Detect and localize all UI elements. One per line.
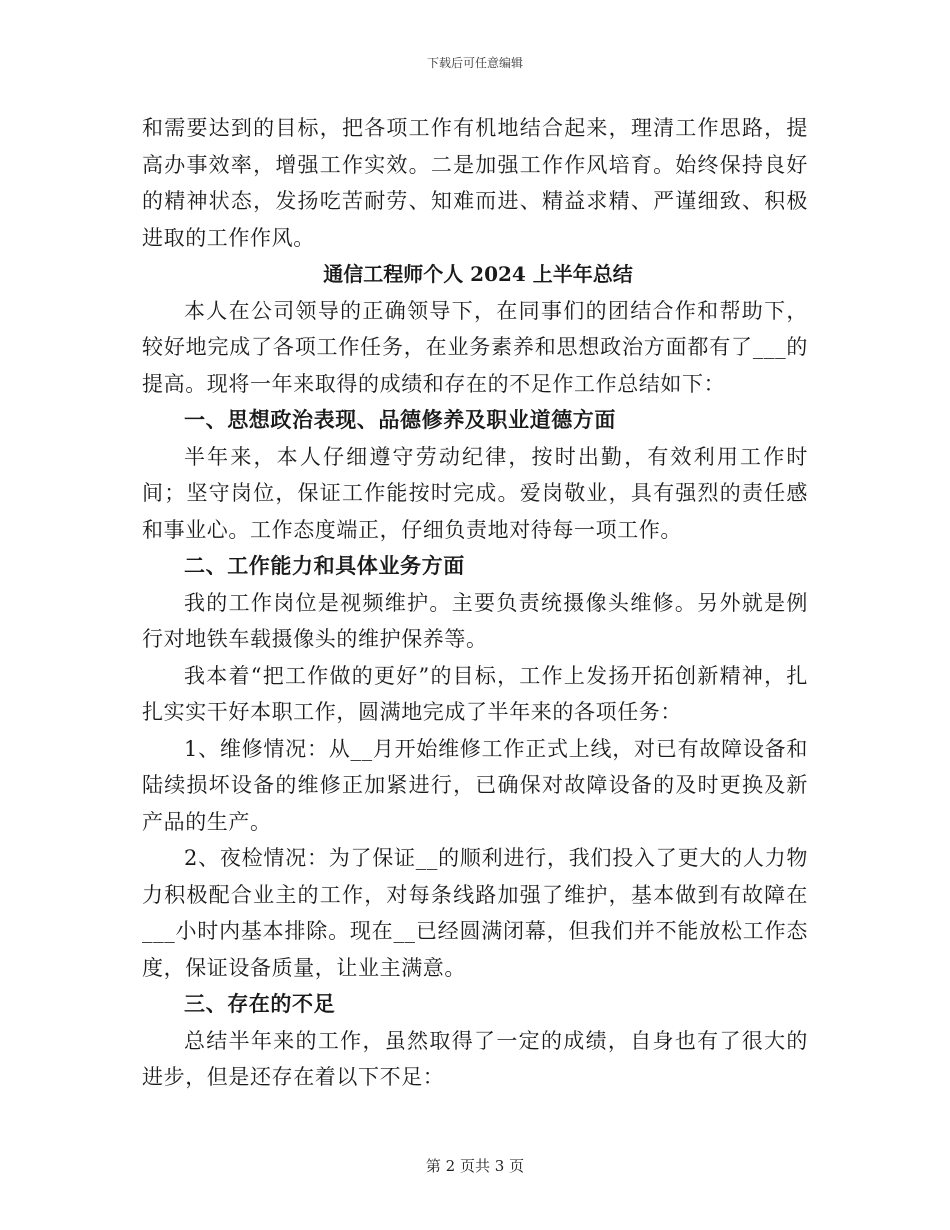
document-title: 通信工程师个人 2024 上半年总结 [323, 262, 633, 286]
paragraph-continuation: 和需要达到的目标，把各项工作有机地结合起来，理清工作思路，提高办事效率，增强工作实效。二是加强工作作风培育。始终保持良好的精神状态，发扬吃苦耐劳、知难而进、精益求精、严谨细致、积极进取的工作作风。 [142, 116, 808, 250]
section-heading-3: 三、存在的不足 [184, 991, 336, 1016]
section-2-item-1: 1、维修情况：从__月开始维修工作正式上线，对已有故障设备和陆续损坏设备的维修正加紧进行，已确保对故障设备的及时更换及新产品的生产。 [142, 736, 808, 834]
section-2-item-2: 2、夜检情况：为了保证__的顺利进行，我们投入了更大的人力物力积极配合业主的工作，对每条线路加强了维护，基本做到有故障在___小时内基本排除。现在__已经圆满闭幕，但我们并不能放松工作态度，保证设备质量，让业主满意。 [142, 846, 808, 980]
section-heading-1: 一、思想政治表现、品德修养及职业道德方面 [184, 407, 616, 432]
section-3-paragraph: 总结半年来的工作，虽然取得了一定的成绩，自身也有了很大的进步，但是还存在着以下不足： [142, 1028, 808, 1089]
intro-paragraph: 本人在公司领导的正确领导下，在同事们的团结合作和帮助下，较好地完成了各项工作任务，在业务素养和思想政治方面都有了___的提高。现将一年来取得的成绩和存在的不足作工作总结如下： [142, 298, 808, 396]
section-2-paragraph-1: 我的工作岗位是视频维护。主要负责统摄像头维修。另外就是例行对地铁车载摄像头的维护保养等。 [142, 590, 808, 651]
document-body [142, 110, 808, 1096]
page-footer: 第 2 页共 3 页 [425, 1157, 525, 1175]
section-heading-2: 二、工作能力和具体业务方面 [184, 553, 465, 578]
section-2-paragraph-2: 我本着“把工作做的更好”的目标，工作上发扬开拓创新精神，扎扎实实干好本职工作，圆满地完成了半年来的各项任务： [142, 663, 808, 724]
page-header: 下载后可任意编辑 [426, 56, 523, 70]
section-1-paragraph: 半年来，本人仔细遵守劳动纪律，按时出勤，有效利用工作时间；坚守岗位，保证工作能按时完成。爱岗敬业，具有强烈的责任感和事业心。工作态度端正，仔细负责地对待每一项工作。 [142, 444, 808, 542]
